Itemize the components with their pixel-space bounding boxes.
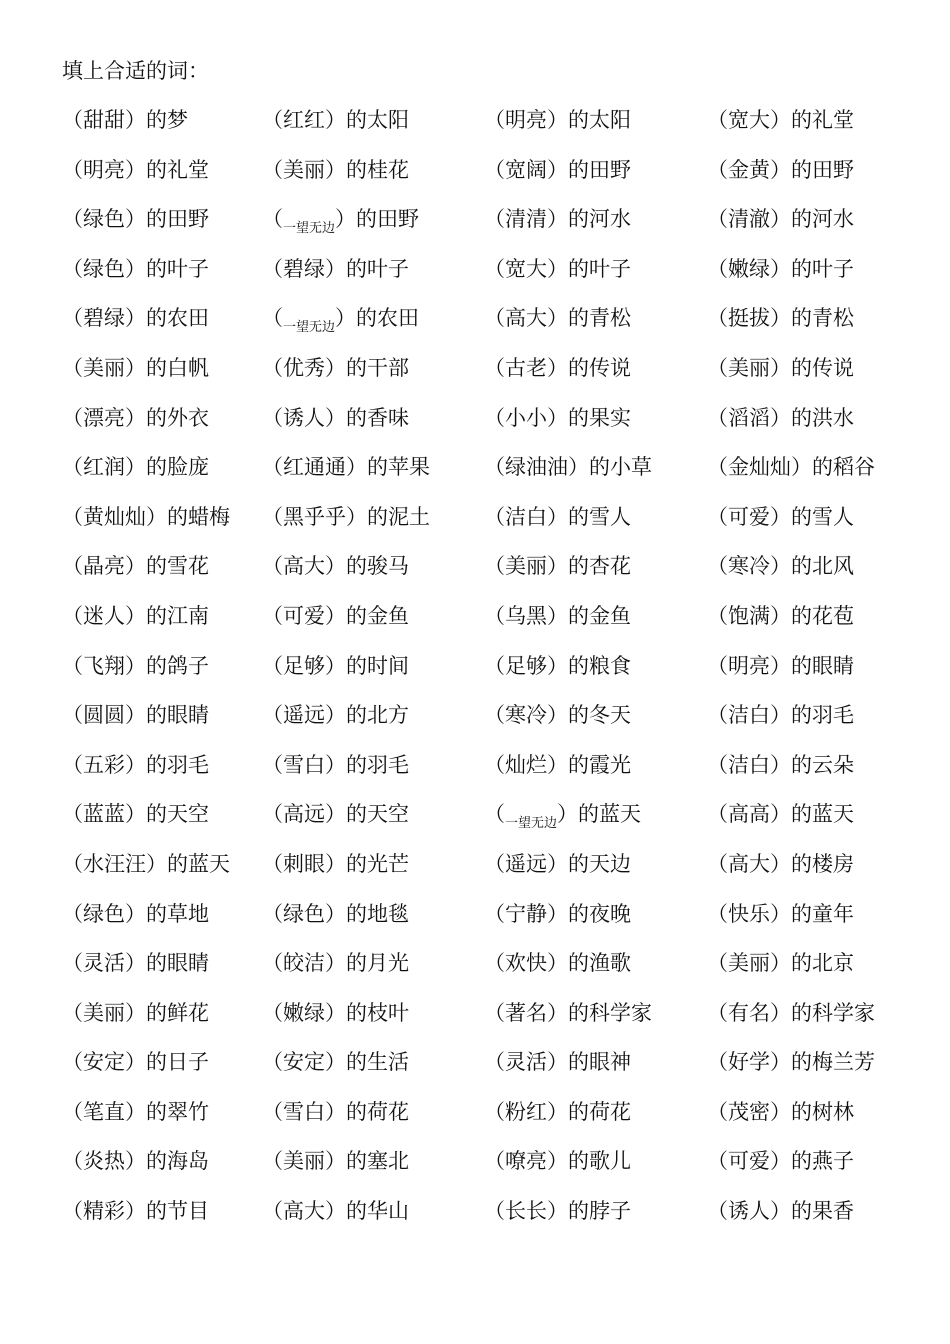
phrase-cell: （快乐）的童年: [707, 901, 854, 926]
phrase-cell: （高大）的青松: [484, 306, 631, 331]
phrase-cell: （明亮）的眼睛: [707, 653, 854, 678]
phrase-cell: （精彩）的节目: [62, 1199, 209, 1224]
phrase-cell: （遥远）的北方: [262, 703, 409, 728]
phrase-row: [62, 1137, 922, 1187]
phrase-cell: （漂亮）的外衣: [62, 405, 209, 430]
phrase-cell: （寒冷）的北风: [707, 554, 854, 579]
phrase-cell: （足够）的时间: [262, 653, 409, 678]
phrase-cell: （宽大）的礼堂: [707, 108, 854, 132]
phrase-row: [62, 443, 922, 493]
phrase-row: [62, 939, 922, 989]
phrase-row: [62, 195, 922, 245]
phrase-cell: （黄灿灿）的蜡梅: [62, 504, 230, 529]
phrase-cell: （欢快）的渔歌: [484, 951, 631, 976]
phrase-cell: （美丽）的杏花: [484, 554, 631, 579]
phrase-cell: （茂密）的树林: [707, 1099, 854, 1124]
phrase-cell: （嘹亮）的歌儿: [484, 1149, 631, 1174]
phrase-cell: （碧绿）的叶子: [262, 256, 409, 281]
phrase-row: [62, 1088, 922, 1138]
phrase-cell: （蓝蓝）的天空: [62, 802, 209, 827]
phrase-row: [62, 741, 922, 791]
phrase-cell: （迷人）的江南: [62, 603, 209, 628]
phrase-cell: （小小）的果实: [484, 405, 631, 430]
phrase-cell: （明亮）的礼堂: [62, 157, 209, 182]
phrase-cell: （嫩绿）的叶子: [707, 256, 854, 281]
phrase-row: [62, 294, 922, 344]
phrase-cell: （宽阔）的田野: [484, 157, 631, 182]
phrase-cell: （绿油油）的小草: [484, 455, 652, 480]
phrase-cell: $(_{一望无边})$的农田: [262, 306, 420, 336]
phrase-cell: （宁静）的夜晚: [484, 901, 631, 926]
phrase-cell: （诱人）的香味: [262, 405, 409, 430]
phrase-row: [62, 989, 922, 1039]
phrase-cell: （挺拔）的青松: [707, 306, 854, 331]
phrase-cell: （清清）的河水: [484, 207, 631, 232]
phrase-row: [62, 245, 922, 295]
phrase-cell: （绿色）的草地: [62, 901, 209, 926]
phrase-cell: （清澈）的河水: [707, 207, 854, 232]
phrase-cell: （灵活）的眼神: [484, 1050, 631, 1075]
phrase-cell: （绿色）的地毯: [262, 901, 409, 926]
phrase-row: [62, 890, 922, 940]
phrase-cell: （美丽）的鲜花: [62, 1000, 209, 1025]
phrase-cell: （优秀）的干部: [262, 355, 409, 380]
worksheet-title: 填上合适的词：: [62, 59, 209, 83]
phrase-cell: （可爱）的雪人: [707, 504, 854, 529]
phrase-cell: （美丽）的北京: [707, 951, 854, 976]
phrase-cell: （美丽）的桂花: [262, 157, 409, 182]
phrase-row: [62, 542, 922, 592]
phrase-cell: （美丽）的塞北: [262, 1149, 409, 1174]
phrase-row: [62, 493, 922, 543]
phrase-cell: （灵活）的眼睛: [62, 951, 209, 976]
phrase-cell: （可爱）的金鱼: [262, 603, 409, 628]
phrase-row: [62, 790, 922, 840]
phrase-cell: （高大）的骏马: [262, 554, 409, 579]
phrase-row: [62, 642, 922, 692]
phrase-cell: （灿烂）的霞光: [484, 752, 631, 777]
phrase-row: [62, 592, 922, 642]
phrase-row: [62, 691, 922, 741]
phrase-cell: （美丽）的白帆: [62, 355, 209, 380]
phrase-cell: （宽大）的叶子: [484, 256, 631, 281]
phrase-cell: （雪白）的荷花: [262, 1099, 409, 1124]
phrase-row: [62, 344, 922, 394]
phrase-cell: （五彩）的羽毛: [62, 752, 209, 777]
phrase-row: [62, 840, 922, 890]
phrase-cell: （长长）的脖子: [484, 1199, 631, 1224]
phrase-cell: （红红）的太阳: [262, 108, 409, 132]
phrase-cell: （晶亮）的雪花: [62, 554, 209, 579]
phrase-row: [62, 1038, 922, 1088]
phrase-cell: （刺眼）的光芒: [262, 851, 409, 876]
phrase-cell: （滔滔）的洪水: [707, 405, 854, 430]
phrase-cell: （金灿灿）的稻谷: [707, 455, 875, 480]
phrase-cell: （炎热）的海岛: [62, 1149, 209, 1174]
phrase-cell: （足够）的粮食: [484, 653, 631, 678]
phrase-cell: （古老）的传说: [484, 355, 631, 380]
phrase-cell: （明亮）的太阳: [484, 108, 631, 132]
phrase-cell: （安定）的生活: [262, 1050, 409, 1075]
phrase-cell: （高大）的华山: [262, 1199, 409, 1224]
phrase-cell: $(_{一望无边})$的田野: [262, 207, 420, 237]
phrase-row: [62, 146, 922, 196]
phrase-row: [62, 96, 922, 146]
phrase-cell: （安定）的日子: [62, 1050, 209, 1075]
phrase-cell: （碧绿）的农田: [62, 306, 209, 331]
phrase-cell: （可爱）的燕子: [707, 1149, 854, 1174]
phrase-cell: （好学）的梅兰芳: [707, 1050, 875, 1075]
phrase-cell: （甜甜）的梦: [62, 108, 188, 132]
phrase-cell: （洁白）的羽毛: [707, 703, 854, 728]
phrase-cell: （遥远）的天边: [484, 851, 631, 876]
phrase-cell: （笔直）的翠竹: [62, 1099, 209, 1124]
phrase-cell: （洁白）的雪人: [484, 504, 631, 529]
phrase-cell: （诱人）的果香: [707, 1199, 854, 1224]
phrase-cell: （红润）的脸庞: [62, 455, 209, 480]
phrase-cell: （粉红）的荷花: [484, 1099, 631, 1124]
phrase-grid: [62, 96, 922, 1237]
phrase-cell: （嫩绿）的枝叶: [262, 1000, 409, 1025]
phrase-cell: （饱满）的花苞: [707, 603, 854, 628]
phrase-cell: （著名）的科学家: [484, 1000, 652, 1025]
phrase-cell: （绿色）的田野: [62, 207, 209, 232]
phrase-cell: （有名）的科学家: [707, 1000, 875, 1025]
phrase-cell: （乌黑）的金鱼: [484, 603, 631, 628]
phrase-row: [62, 1187, 922, 1237]
phrase-cell: （绿色）的叶子: [62, 256, 209, 281]
phrase-cell: （高远）的天空: [262, 802, 409, 827]
phrase-cell: （黑乎乎）的泥土: [262, 504, 430, 529]
phrase-cell: （金黄）的田野: [707, 157, 854, 182]
phrase-cell: （寒冷）的冬天: [484, 703, 631, 728]
phrase-row: [62, 394, 922, 444]
phrase-cell: （高高）的蓝天: [707, 802, 854, 827]
phrase-cell: （水汪汪）的蓝天: [62, 851, 230, 876]
phrase-cell: （圆圆）的眼睛: [62, 703, 209, 728]
phrase-cell: （皎洁）的月光: [262, 951, 409, 976]
phrase-cell: （高大）的楼房: [707, 851, 854, 876]
phrase-cell: $(_{一望无边})$的蓝天: [484, 802, 642, 832]
phrase-cell: （飞翔）的鸽子: [62, 653, 209, 678]
phrase-cell: （红通通）的苹果: [262, 455, 430, 480]
phrase-cell: （雪白）的羽毛: [262, 752, 409, 777]
phrase-cell: （美丽）的传说: [707, 355, 854, 380]
phrase-cell: （洁白）的云朵: [707, 752, 854, 777]
